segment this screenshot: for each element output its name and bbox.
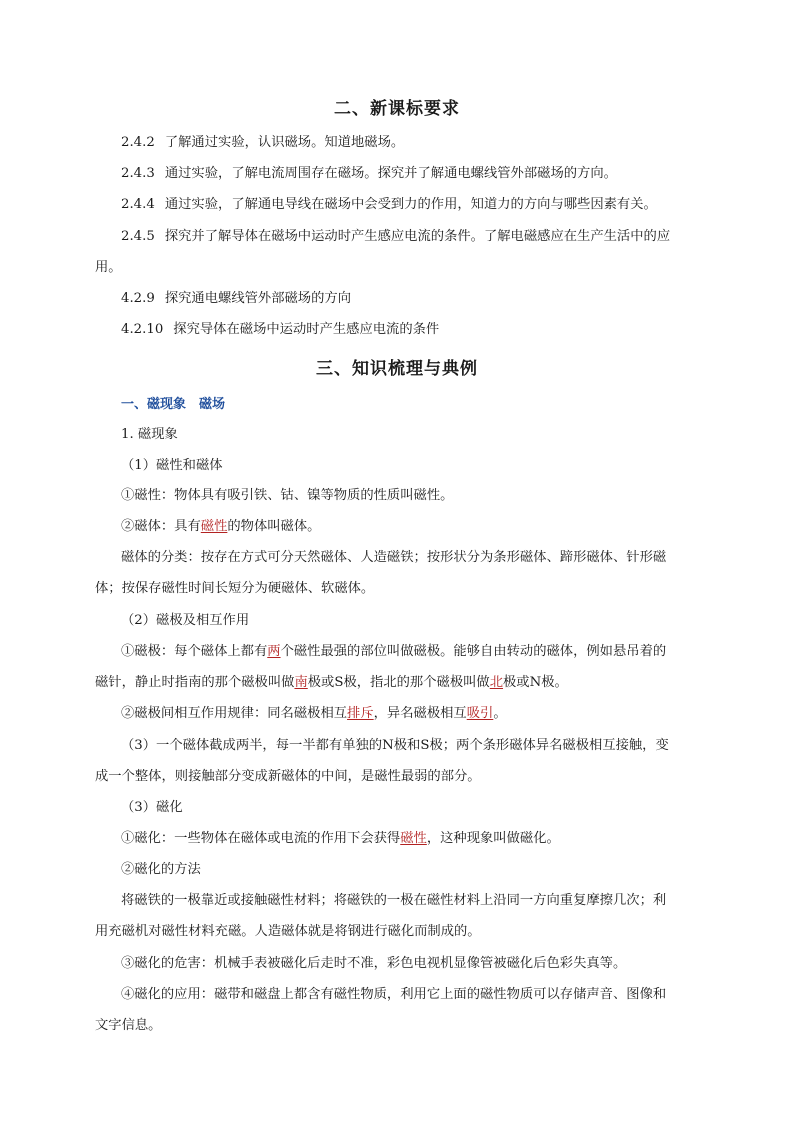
subsection-title: 1. 磁现象: [121, 427, 178, 442]
paragraph: ①磁性：物体具有吸引铁、钴、镍等物质的性质叫磁性。: [121, 488, 454, 503]
paragraph-continuation: 成一个整体，则接触部分变成新磁体的中间，是磁性最弱的部分。: [95, 769, 481, 784]
paragraph: ③磁化的危害：机械手表被磁化后走时不准，彩色电视机显像管被磁化后色彩失真等。: [121, 956, 627, 971]
standard-item: 4.2.9 探究通电螺线管外部磁场的方向: [121, 291, 351, 306]
standard-item: 2.4.4 通过实验，了解通电导线在磁场中会受到力的作用，知道力的方向与哪些因素有关。: [121, 197, 657, 212]
paragraph-title: （1）磁性和磁体: [121, 458, 223, 473]
answer-blank: 磁性: [200, 519, 228, 534]
paragraph: 磁体的分类：按存在方式可分天然磁体、人造磁铁；按形状分为条形磁体、蹄形磁体、针形磁: [121, 550, 667, 565]
heading-new-curriculum: 二、新课标要求: [334, 99, 460, 119]
standard-item: 2.4.5 探究并了解导体在磁场中运动时产生感应电流的条件。了解电磁感应在生产生活中的应: [121, 229, 671, 244]
paragraph-continuation: 磁针，静止时指南的那个磁极叫做南极或S极，指北的那个磁极叫做北极或N极。: [95, 675, 568, 690]
paragraph-title: （2）磁极及相互作用: [121, 613, 250, 628]
answer-blank: 两: [267, 644, 281, 659]
paragraph: ①磁极：每个磁体上都有两个磁性最强的部位叫做磁极。能够自由转动的磁体，例如悬吊着的: [121, 644, 667, 659]
paragraph: （3）一个磁体截成两半，每一半都有单独的N极和S极；两个条形磁体异名磁极相互接触，变: [121, 738, 669, 753]
heading-knowledge: 三、知识梳理与典例: [316, 359, 478, 379]
answer-blank: 吸引: [466, 706, 494, 721]
paragraph: ④磁化的应用：磁带和磁盘上都含有磁性物质，利用它上面的磁性物质可以存储声音、图像和: [121, 987, 667, 1002]
standard-item: 2.4.3 通过实验，了解电流周围存在磁场。探究并了解通电螺线管外部磁场的方向。: [121, 166, 617, 181]
section-title: 一、磁现象 磁场: [121, 397, 226, 412]
answer-blank: 北: [489, 675, 504, 690]
answer-blank: 磁性: [400, 831, 427, 846]
paragraph: 将磁铁的一极靠近或接触磁性材料；将磁铁的一极在磁性材料上沿同一方向重复摩擦几次；利: [121, 893, 667, 908]
paragraph: ②磁体：具有磁性的物体叫磁体。: [121, 519, 321, 534]
answer-blank: 南: [294, 675, 308, 690]
paragraph-title: （3）磁化: [121, 800, 183, 815]
standard-item: 4.2.10 探究导体在磁场中运动时产生感应电流的条件: [121, 322, 440, 337]
paragraph-continuation: 用充磁机对磁性材料充磁。人造磁体就是将钢进行磁化而制成的。: [95, 924, 481, 939]
standard-item: 2.4.2 了解通过实验，认识磁场。知道地磁场。: [121, 135, 405, 150]
paragraph-continuation: 文字信息。: [95, 1018, 162, 1033]
paragraph-continuation: 体；按保存磁性时间长短分为硬磁体、软磁体。: [95, 581, 375, 596]
paragraph: ②磁极间相互作用规律：同名磁极相互排斥，异名磁极相互吸引。: [121, 706, 507, 721]
standard-item-continuation: 用。: [95, 260, 122, 275]
paragraph: ①磁化：一些物体在磁体或电流的作用下会获得磁性，这种现象叫做磁化。: [121, 831, 560, 846]
answer-blank: 排斥: [347, 706, 374, 721]
paragraph-title: ②磁化的方法: [121, 862, 201, 877]
